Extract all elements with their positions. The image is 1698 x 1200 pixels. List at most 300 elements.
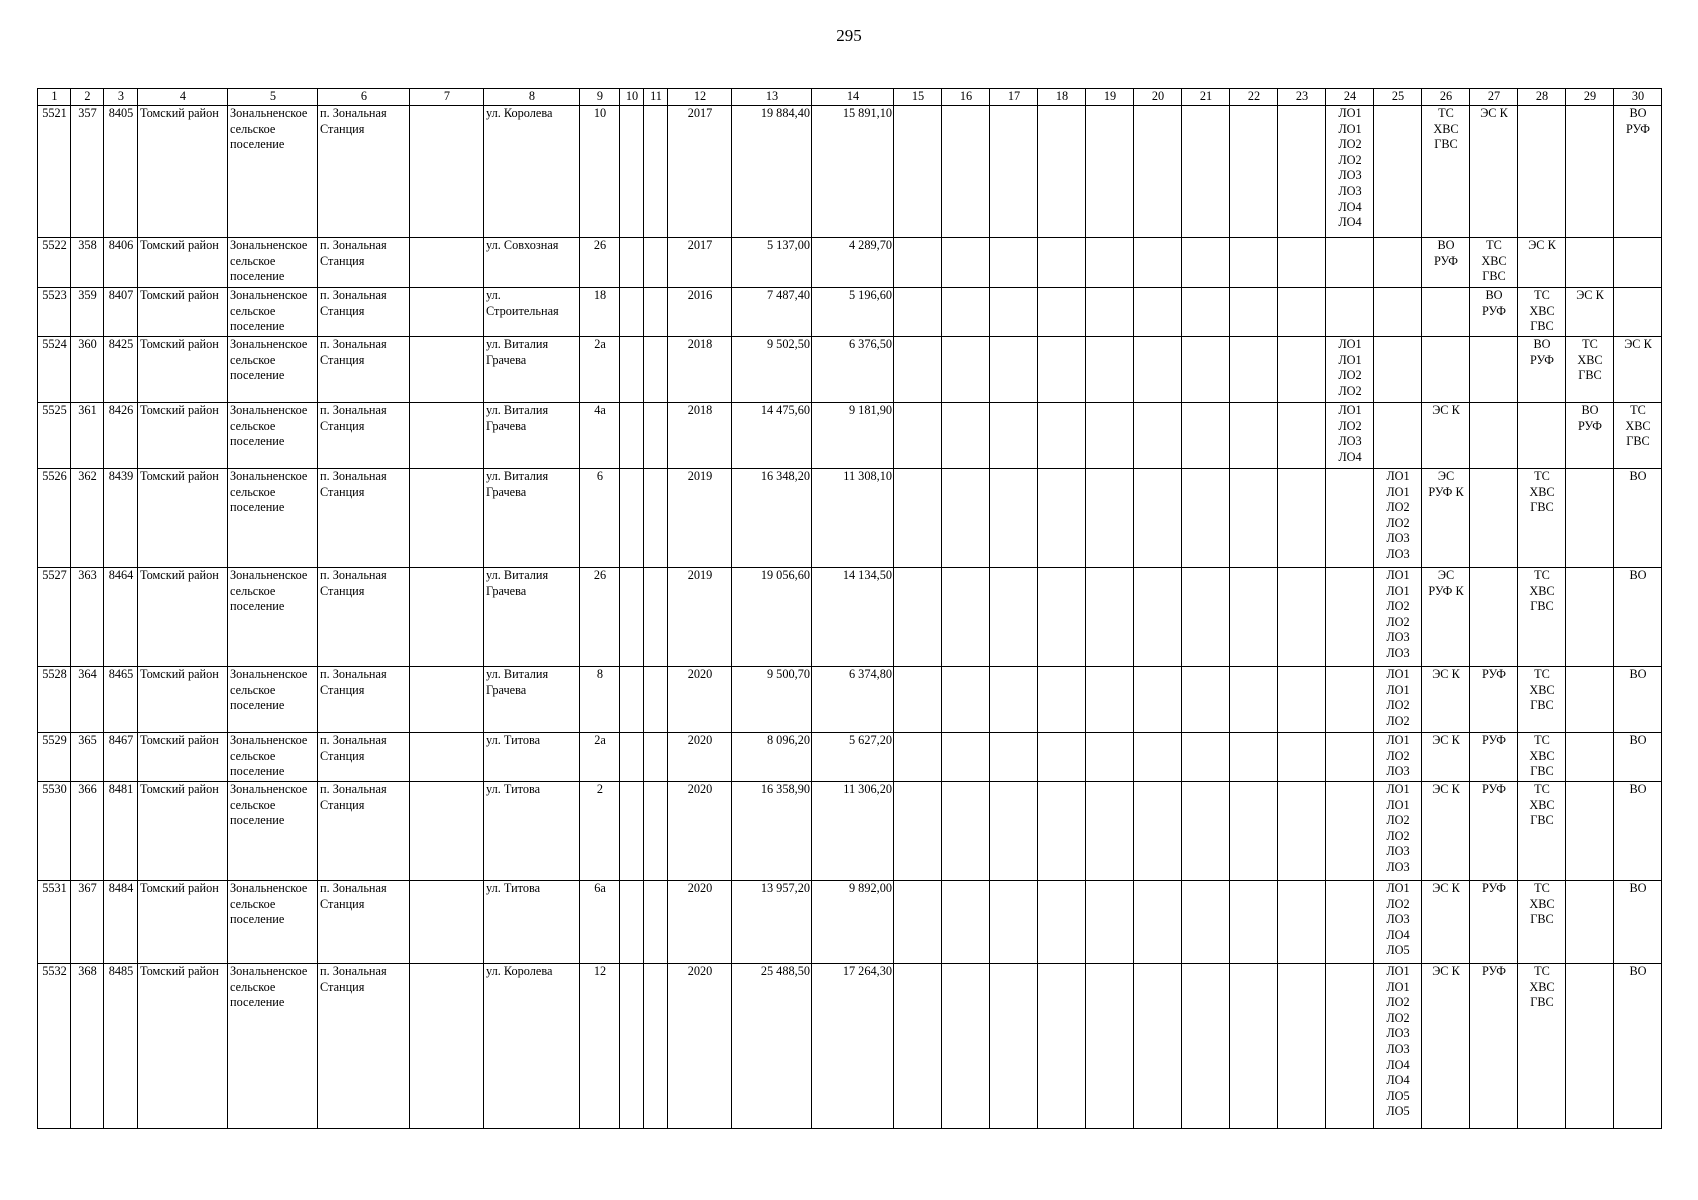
table-cell-col-11 xyxy=(644,733,668,782)
table-cell-col-5: Зональненское сельское поселение xyxy=(228,782,318,881)
table-cell-col-27 xyxy=(1470,568,1518,667)
table-cell-col-14: 9 181,90 xyxy=(812,403,894,469)
table-cell-col-29 xyxy=(1566,733,1614,782)
table-cell-col-16 xyxy=(942,568,990,667)
table-row xyxy=(38,667,1662,733)
table-cell-col-1: 5529 xyxy=(38,733,71,782)
table-cell-col-3: 8406 xyxy=(104,238,138,288)
table-cell-col-24 xyxy=(1326,964,1374,1129)
table-cell-col-19 xyxy=(1086,568,1134,667)
table-cell-col-9: 6а xyxy=(580,881,620,964)
table-cell-col-3: 8467 xyxy=(104,733,138,782)
table-cell-col-6: п. Зональная Станция xyxy=(318,667,410,733)
table-cell-col-8: ул. Виталия Грачева xyxy=(484,667,580,733)
table-cell-col-25: ЛО1 ЛО2 ЛО3 ЛО4 ЛО5 xyxy=(1374,881,1422,964)
table-cell-col-15 xyxy=(894,288,942,337)
table-cell-col-9: 2а xyxy=(580,337,620,403)
table-cell-col-14: 14 134,50 xyxy=(812,568,894,667)
column-header: 10 xyxy=(620,89,644,106)
table-cell-col-15 xyxy=(894,238,942,288)
table-cell-col-11 xyxy=(644,403,668,469)
table-cell-col-29 xyxy=(1566,568,1614,667)
table-cell-col-3: 8405 xyxy=(104,106,138,238)
table-cell-col-30: ВО xyxy=(1614,568,1662,667)
table-cell-col-20 xyxy=(1134,733,1182,782)
table-cell-col-9: 10 xyxy=(580,106,620,238)
table-cell-col-26: ВО РУФ xyxy=(1422,238,1470,288)
table-cell-col-5: Зональненское сельское поселение xyxy=(228,106,318,238)
table-cell-col-27: ЭС К xyxy=(1470,106,1518,238)
table-cell-col-27 xyxy=(1470,403,1518,469)
table-cell-col-17 xyxy=(990,881,1038,964)
table-cell-col-11 xyxy=(644,288,668,337)
table-cell-col-17 xyxy=(990,403,1038,469)
table-cell-col-21 xyxy=(1182,106,1230,238)
table-cell-col-18 xyxy=(1038,964,1086,1129)
column-header: 14 xyxy=(812,89,894,106)
table-cell-col-18 xyxy=(1038,238,1086,288)
table-cell-col-16 xyxy=(942,337,990,403)
table-cell-col-18 xyxy=(1038,667,1086,733)
table-cell-col-24 xyxy=(1326,733,1374,782)
table-cell-col-29: ЭС К xyxy=(1566,288,1614,337)
table-cell-col-28: ТС ХВС ГВС xyxy=(1518,288,1566,337)
column-header: 19 xyxy=(1086,89,1134,106)
table-cell-col-28: ТС ХВС ГВС xyxy=(1518,782,1566,881)
table-cell-col-19 xyxy=(1086,288,1134,337)
table-cell-col-28: ТС ХВС ГВС xyxy=(1518,568,1566,667)
table-cell-col-7 xyxy=(410,288,484,337)
table-cell-col-14: 5 627,20 xyxy=(812,733,894,782)
column-header: 23 xyxy=(1278,89,1326,106)
table-cell-col-22 xyxy=(1230,403,1278,469)
table-cell-col-27 xyxy=(1470,337,1518,403)
table-cell-col-12: 2020 xyxy=(668,667,732,733)
table-cell-col-22 xyxy=(1230,667,1278,733)
table-cell-col-4: Томский район xyxy=(138,469,228,568)
table-cell-col-17 xyxy=(990,733,1038,782)
table-cell-col-27 xyxy=(1470,469,1518,568)
column-header: 11 xyxy=(644,89,668,106)
table-cell-col-23 xyxy=(1278,469,1326,568)
table-cell-col-6: п. Зональная Станция xyxy=(318,403,410,469)
table-cell-col-4: Томский район xyxy=(138,881,228,964)
table-cell-col-5: Зональненское сельское поселение xyxy=(228,881,318,964)
table-cell-col-3: 8484 xyxy=(104,881,138,964)
table-cell-col-8: ул. Строительная xyxy=(484,288,580,337)
table-cell-col-27: РУФ xyxy=(1470,733,1518,782)
table-cell-col-29 xyxy=(1566,238,1614,288)
table-cell-col-9: 4а xyxy=(580,403,620,469)
table-cell-col-5: Зональненское сельское поселение xyxy=(228,238,318,288)
table-cell-col-18 xyxy=(1038,469,1086,568)
table-cell-col-8: ул. Королева xyxy=(484,106,580,238)
table-cell-col-28: ТС ХВС ГВС xyxy=(1518,733,1566,782)
table-cell-col-23 xyxy=(1278,733,1326,782)
table-cell-col-21 xyxy=(1182,881,1230,964)
column-header: 18 xyxy=(1038,89,1086,106)
table-cell-col-12: 2020 xyxy=(668,881,732,964)
table-cell-col-12: 2016 xyxy=(668,288,732,337)
table-cell-col-20 xyxy=(1134,238,1182,288)
table-cell-col-16 xyxy=(942,106,990,238)
table-row xyxy=(38,403,1662,469)
table-cell-col-9: 8 xyxy=(580,667,620,733)
table-cell-col-28: ВО РУФ xyxy=(1518,337,1566,403)
table-cell-col-27: РУФ xyxy=(1470,964,1518,1129)
table-cell-col-1: 5524 xyxy=(38,337,71,403)
table-cell-col-3: 8426 xyxy=(104,403,138,469)
table-cell-col-14: 11 308,10 xyxy=(812,469,894,568)
table-cell-col-1: 5526 xyxy=(38,469,71,568)
table-row xyxy=(38,733,1662,782)
table-cell-col-15 xyxy=(894,106,942,238)
table-cell-col-20 xyxy=(1134,881,1182,964)
table-cell-col-30: ВО xyxy=(1614,964,1662,1129)
table-cell-col-13: 9 500,70 xyxy=(732,667,812,733)
table-cell-col-28 xyxy=(1518,106,1566,238)
column-header: 15 xyxy=(894,89,942,106)
table-cell-col-7 xyxy=(410,733,484,782)
table-cell-col-1: 5530 xyxy=(38,782,71,881)
table-cell-col-11 xyxy=(644,106,668,238)
table-cell-col-14: 6 376,50 xyxy=(812,337,894,403)
table-cell-col-30: ВО РУФ xyxy=(1614,106,1662,238)
column-header: 25 xyxy=(1374,89,1422,106)
table-cell-col-1: 5531 xyxy=(38,881,71,964)
table-cell-col-29 xyxy=(1566,106,1614,238)
table-cell-col-23 xyxy=(1278,288,1326,337)
table-cell-col-17 xyxy=(990,238,1038,288)
table-cell-col-3: 8481 xyxy=(104,782,138,881)
table-cell-col-3: 8439 xyxy=(104,469,138,568)
table-cell-col-26: ТС ХВС ГВС xyxy=(1422,106,1470,238)
table-cell-col-7 xyxy=(410,667,484,733)
table-cell-col-20 xyxy=(1134,469,1182,568)
table-cell-col-11 xyxy=(644,568,668,667)
table-cell-col-28 xyxy=(1518,403,1566,469)
table-cell-col-19 xyxy=(1086,964,1134,1129)
table-cell-col-28: ЭС К xyxy=(1518,238,1566,288)
table-cell-col-13: 19 056,60 xyxy=(732,568,812,667)
table-cell-col-12: 2020 xyxy=(668,782,732,881)
column-header: 24 xyxy=(1326,89,1374,106)
table-cell-col-21 xyxy=(1182,288,1230,337)
table-cell-col-14: 6 374,80 xyxy=(812,667,894,733)
table-cell-col-22 xyxy=(1230,337,1278,403)
table-cell-col-11 xyxy=(644,782,668,881)
table-cell-col-23 xyxy=(1278,782,1326,881)
table-cell-col-9: 2а xyxy=(580,733,620,782)
table-cell-col-22 xyxy=(1230,288,1278,337)
table-row xyxy=(38,469,1662,568)
table-cell-col-8: ул. Виталия Грачева xyxy=(484,469,580,568)
table-cell-col-15 xyxy=(894,881,942,964)
table-cell-col-17 xyxy=(990,288,1038,337)
table-cell-col-11 xyxy=(644,964,668,1129)
table-cell-col-21 xyxy=(1182,667,1230,733)
table-cell-col-14: 11 306,20 xyxy=(812,782,894,881)
table-cell-col-10 xyxy=(620,469,644,568)
table-cell-col-5: Зональненское сельское поселение xyxy=(228,469,318,568)
table-cell-col-21 xyxy=(1182,964,1230,1129)
table-cell-col-28: ТС ХВС ГВС xyxy=(1518,881,1566,964)
table-cell-col-1: 5521 xyxy=(38,106,71,238)
table-cell-col-8: ул. Виталия Грачева xyxy=(484,403,580,469)
table-cell-col-4: Томский район xyxy=(138,667,228,733)
table-cell-col-2: 363 xyxy=(71,568,104,667)
table-cell-col-24: ЛО1 ЛО2 ЛО3 ЛО4 xyxy=(1326,403,1374,469)
table-cell-col-1: 5525 xyxy=(38,403,71,469)
column-header: 6 xyxy=(318,89,410,106)
table-cell-col-17 xyxy=(990,964,1038,1129)
column-header: 13 xyxy=(732,89,812,106)
table-cell-col-21 xyxy=(1182,403,1230,469)
table-cell-col-18 xyxy=(1038,782,1086,881)
table-cell-col-19 xyxy=(1086,403,1134,469)
table-cell-col-6: п. Зональная Станция xyxy=(318,288,410,337)
column-header: 21 xyxy=(1182,89,1230,106)
table-cell-col-13: 9 502,50 xyxy=(732,337,812,403)
table-cell-col-7 xyxy=(410,881,484,964)
table-cell-col-28: ТС ХВС ГВС xyxy=(1518,667,1566,733)
table-cell-col-12: 2018 xyxy=(668,403,732,469)
table-cell-col-18 xyxy=(1038,106,1086,238)
column-header: 5 xyxy=(228,89,318,106)
table-cell-col-16 xyxy=(942,881,990,964)
table-cell-col-25 xyxy=(1374,238,1422,288)
table-cell-col-4: Томский район xyxy=(138,288,228,337)
table-cell-col-7 xyxy=(410,403,484,469)
table-cell-col-8: ул. Титова xyxy=(484,881,580,964)
table-cell-col-7 xyxy=(410,469,484,568)
table-cell-col-21 xyxy=(1182,782,1230,881)
table-cell-col-11 xyxy=(644,667,668,733)
table-cell-col-29 xyxy=(1566,667,1614,733)
table-cell-col-25 xyxy=(1374,337,1422,403)
table-cell-col-29: ВО РУФ xyxy=(1566,403,1614,469)
table-cell-col-19 xyxy=(1086,782,1134,881)
table-cell-col-15 xyxy=(894,568,942,667)
table-cell-col-30: ТС ХВС ГВС xyxy=(1614,403,1662,469)
column-header: 3 xyxy=(104,89,138,106)
table-row xyxy=(38,288,1662,337)
table-cell-col-10 xyxy=(620,106,644,238)
table-cell-col-15 xyxy=(894,782,942,881)
table-cell-col-26: ЭС РУФ К xyxy=(1422,568,1470,667)
table-cell-col-10 xyxy=(620,238,644,288)
table-cell-col-1: 5527 xyxy=(38,568,71,667)
table-cell-col-4: Томский район xyxy=(138,964,228,1129)
table-cell-col-29 xyxy=(1566,881,1614,964)
table-cell-col-13: 14 475,60 xyxy=(732,403,812,469)
table-cell-col-6: п. Зональная Станция xyxy=(318,782,410,881)
table-cell-col-7 xyxy=(410,782,484,881)
table-cell-col-2: 365 xyxy=(71,733,104,782)
table-cell-col-22 xyxy=(1230,964,1278,1129)
table-cell-col-18 xyxy=(1038,403,1086,469)
table-cell-col-16 xyxy=(942,238,990,288)
table-cell-col-7 xyxy=(410,238,484,288)
table-cell-col-20 xyxy=(1134,337,1182,403)
table-cell-col-11 xyxy=(644,881,668,964)
table-cell-col-3: 8465 xyxy=(104,667,138,733)
table-cell-col-6: п. Зональная Станция xyxy=(318,469,410,568)
table-cell-col-6: п. Зональная Станция xyxy=(318,964,410,1129)
table-cell-col-27: РУФ xyxy=(1470,881,1518,964)
table-cell-col-23 xyxy=(1278,881,1326,964)
table-cell-col-22 xyxy=(1230,733,1278,782)
table-cell-col-11 xyxy=(644,238,668,288)
table-cell-col-9: 12 xyxy=(580,964,620,1129)
table-cell-col-20 xyxy=(1134,964,1182,1129)
column-header: 4 xyxy=(138,89,228,106)
table-cell-col-26: ЭС К xyxy=(1422,881,1470,964)
table-cell-col-26 xyxy=(1422,288,1470,337)
table-cell-col-7 xyxy=(410,964,484,1129)
column-header: 26 xyxy=(1422,89,1470,106)
table-cell-col-22 xyxy=(1230,881,1278,964)
table-cell-col-3: 8485 xyxy=(104,964,138,1129)
table-cell-col-30: ВО xyxy=(1614,667,1662,733)
table-row xyxy=(38,568,1662,667)
table-cell-col-22 xyxy=(1230,106,1278,238)
table-cell-col-14: 15 891,10 xyxy=(812,106,894,238)
table-cell-col-20 xyxy=(1134,568,1182,667)
page-number: 295 xyxy=(836,26,862,45)
table-cell-col-25 xyxy=(1374,106,1422,238)
table-cell-col-10 xyxy=(620,733,644,782)
column-header: 12 xyxy=(668,89,732,106)
table-cell-col-15 xyxy=(894,403,942,469)
table-cell-col-2: 366 xyxy=(71,782,104,881)
table-cell-col-21 xyxy=(1182,337,1230,403)
table-cell-col-19 xyxy=(1086,733,1134,782)
table-cell-col-17 xyxy=(990,337,1038,403)
table-cell-col-22 xyxy=(1230,782,1278,881)
table-cell-col-23 xyxy=(1278,106,1326,238)
table-cell-col-4: Томский район xyxy=(138,733,228,782)
table-cell-col-16 xyxy=(942,469,990,568)
table-cell-col-9: 6 xyxy=(580,469,620,568)
table-cell-col-13: 8 096,20 xyxy=(732,733,812,782)
table-cell-col-22 xyxy=(1230,469,1278,568)
table-cell-col-15 xyxy=(894,667,942,733)
table-cell-col-29 xyxy=(1566,782,1614,881)
table-cell-col-30: ВО xyxy=(1614,733,1662,782)
table-cell-col-23 xyxy=(1278,238,1326,288)
table-cell-col-15 xyxy=(894,469,942,568)
table-cell-col-11 xyxy=(644,469,668,568)
table-cell-col-30: ВО xyxy=(1614,881,1662,964)
table-cell-col-16 xyxy=(942,733,990,782)
table-cell-col-5: Зональненское сельское поселение xyxy=(228,667,318,733)
table-cell-col-19 xyxy=(1086,238,1134,288)
table-cell-col-30: ВО xyxy=(1614,469,1662,568)
table-cell-col-10 xyxy=(620,288,644,337)
table-cell-col-26: ЭС К xyxy=(1422,733,1470,782)
table-cell-col-26: ЭС К xyxy=(1422,403,1470,469)
table-cell-col-12: 2017 xyxy=(668,238,732,288)
table-cell-col-23 xyxy=(1278,403,1326,469)
table-cell-col-30 xyxy=(1614,288,1662,337)
table-cell-col-25 xyxy=(1374,403,1422,469)
table-cell-col-2: 361 xyxy=(71,403,104,469)
table-cell-col-18 xyxy=(1038,733,1086,782)
table-cell-col-7 xyxy=(410,106,484,238)
table-cell-col-1: 5523 xyxy=(38,288,71,337)
table-cell-col-14: 17 264,30 xyxy=(812,964,894,1129)
table-cell-col-15 xyxy=(894,964,942,1129)
table-cell-col-13: 19 884,40 xyxy=(732,106,812,238)
table-cell-col-2: 358 xyxy=(71,238,104,288)
column-header: 22 xyxy=(1230,89,1278,106)
table-cell-col-5: Зональненское сельское поселение xyxy=(228,337,318,403)
column-header: 7 xyxy=(410,89,484,106)
header-row xyxy=(38,89,1662,106)
table-cell-col-24 xyxy=(1326,288,1374,337)
table-cell-col-19 xyxy=(1086,337,1134,403)
table-cell-col-10 xyxy=(620,964,644,1129)
table-cell-col-6: п. Зональная Станция xyxy=(318,568,410,667)
table-cell-col-24 xyxy=(1326,881,1374,964)
table-row xyxy=(38,782,1662,881)
table-cell-col-17 xyxy=(990,782,1038,881)
table-cell-col-15 xyxy=(894,337,942,403)
column-header: 8 xyxy=(484,89,580,106)
table-cell-col-25: ЛО1 ЛО1 ЛО2 ЛО2 xyxy=(1374,667,1422,733)
table-cell-col-4: Томский район xyxy=(138,403,228,469)
table-cell-col-16 xyxy=(942,288,990,337)
table-cell-col-17 xyxy=(990,667,1038,733)
table-cell-col-4: Томский район xyxy=(138,337,228,403)
table-cell-col-7 xyxy=(410,568,484,667)
table-cell-col-30 xyxy=(1614,238,1662,288)
table-cell-col-10 xyxy=(620,403,644,469)
column-header: 9 xyxy=(580,89,620,106)
table-cell-col-13: 16 358,90 xyxy=(732,782,812,881)
table-cell-col-20 xyxy=(1134,782,1182,881)
table-cell-col-8: ул. Королева xyxy=(484,964,580,1129)
table-cell-col-24 xyxy=(1326,469,1374,568)
table-cell-col-6: п. Зональная Станция xyxy=(318,238,410,288)
table-cell-col-21 xyxy=(1182,568,1230,667)
table-cell-col-2: 367 xyxy=(71,881,104,964)
table-cell-col-5: Зональненское сельское поселение xyxy=(228,403,318,469)
column-header: 29 xyxy=(1566,89,1614,106)
table-cell-col-19 xyxy=(1086,881,1134,964)
table-cell-col-30: ЭС К xyxy=(1614,337,1662,403)
table-cell-col-12: 2020 xyxy=(668,733,732,782)
table-cell-col-27: ВО РУФ xyxy=(1470,288,1518,337)
table-row xyxy=(38,881,1662,964)
table-cell-col-5: Зональненское сельское поселение xyxy=(228,964,318,1129)
table-cell-col-25: ЛО1 ЛО1 ЛО2 ЛО2 ЛО3 ЛО3 xyxy=(1374,469,1422,568)
table-cell-col-16 xyxy=(942,782,990,881)
table-cell-col-27: ТС ХВС ГВС xyxy=(1470,238,1518,288)
column-header: 20 xyxy=(1134,89,1182,106)
table-cell-col-24 xyxy=(1326,238,1374,288)
table-cell-col-9: 26 xyxy=(580,568,620,667)
column-header: 27 xyxy=(1470,89,1518,106)
table-cell-col-11 xyxy=(644,337,668,403)
table-cell-col-6: п. Зональная Станция xyxy=(318,881,410,964)
table-cell-col-23 xyxy=(1278,667,1326,733)
table-cell-col-12: 2020 xyxy=(668,964,732,1129)
table-cell-col-3: 8407 xyxy=(104,288,138,337)
table-cell-col-20 xyxy=(1134,667,1182,733)
table-cell-col-24 xyxy=(1326,782,1374,881)
